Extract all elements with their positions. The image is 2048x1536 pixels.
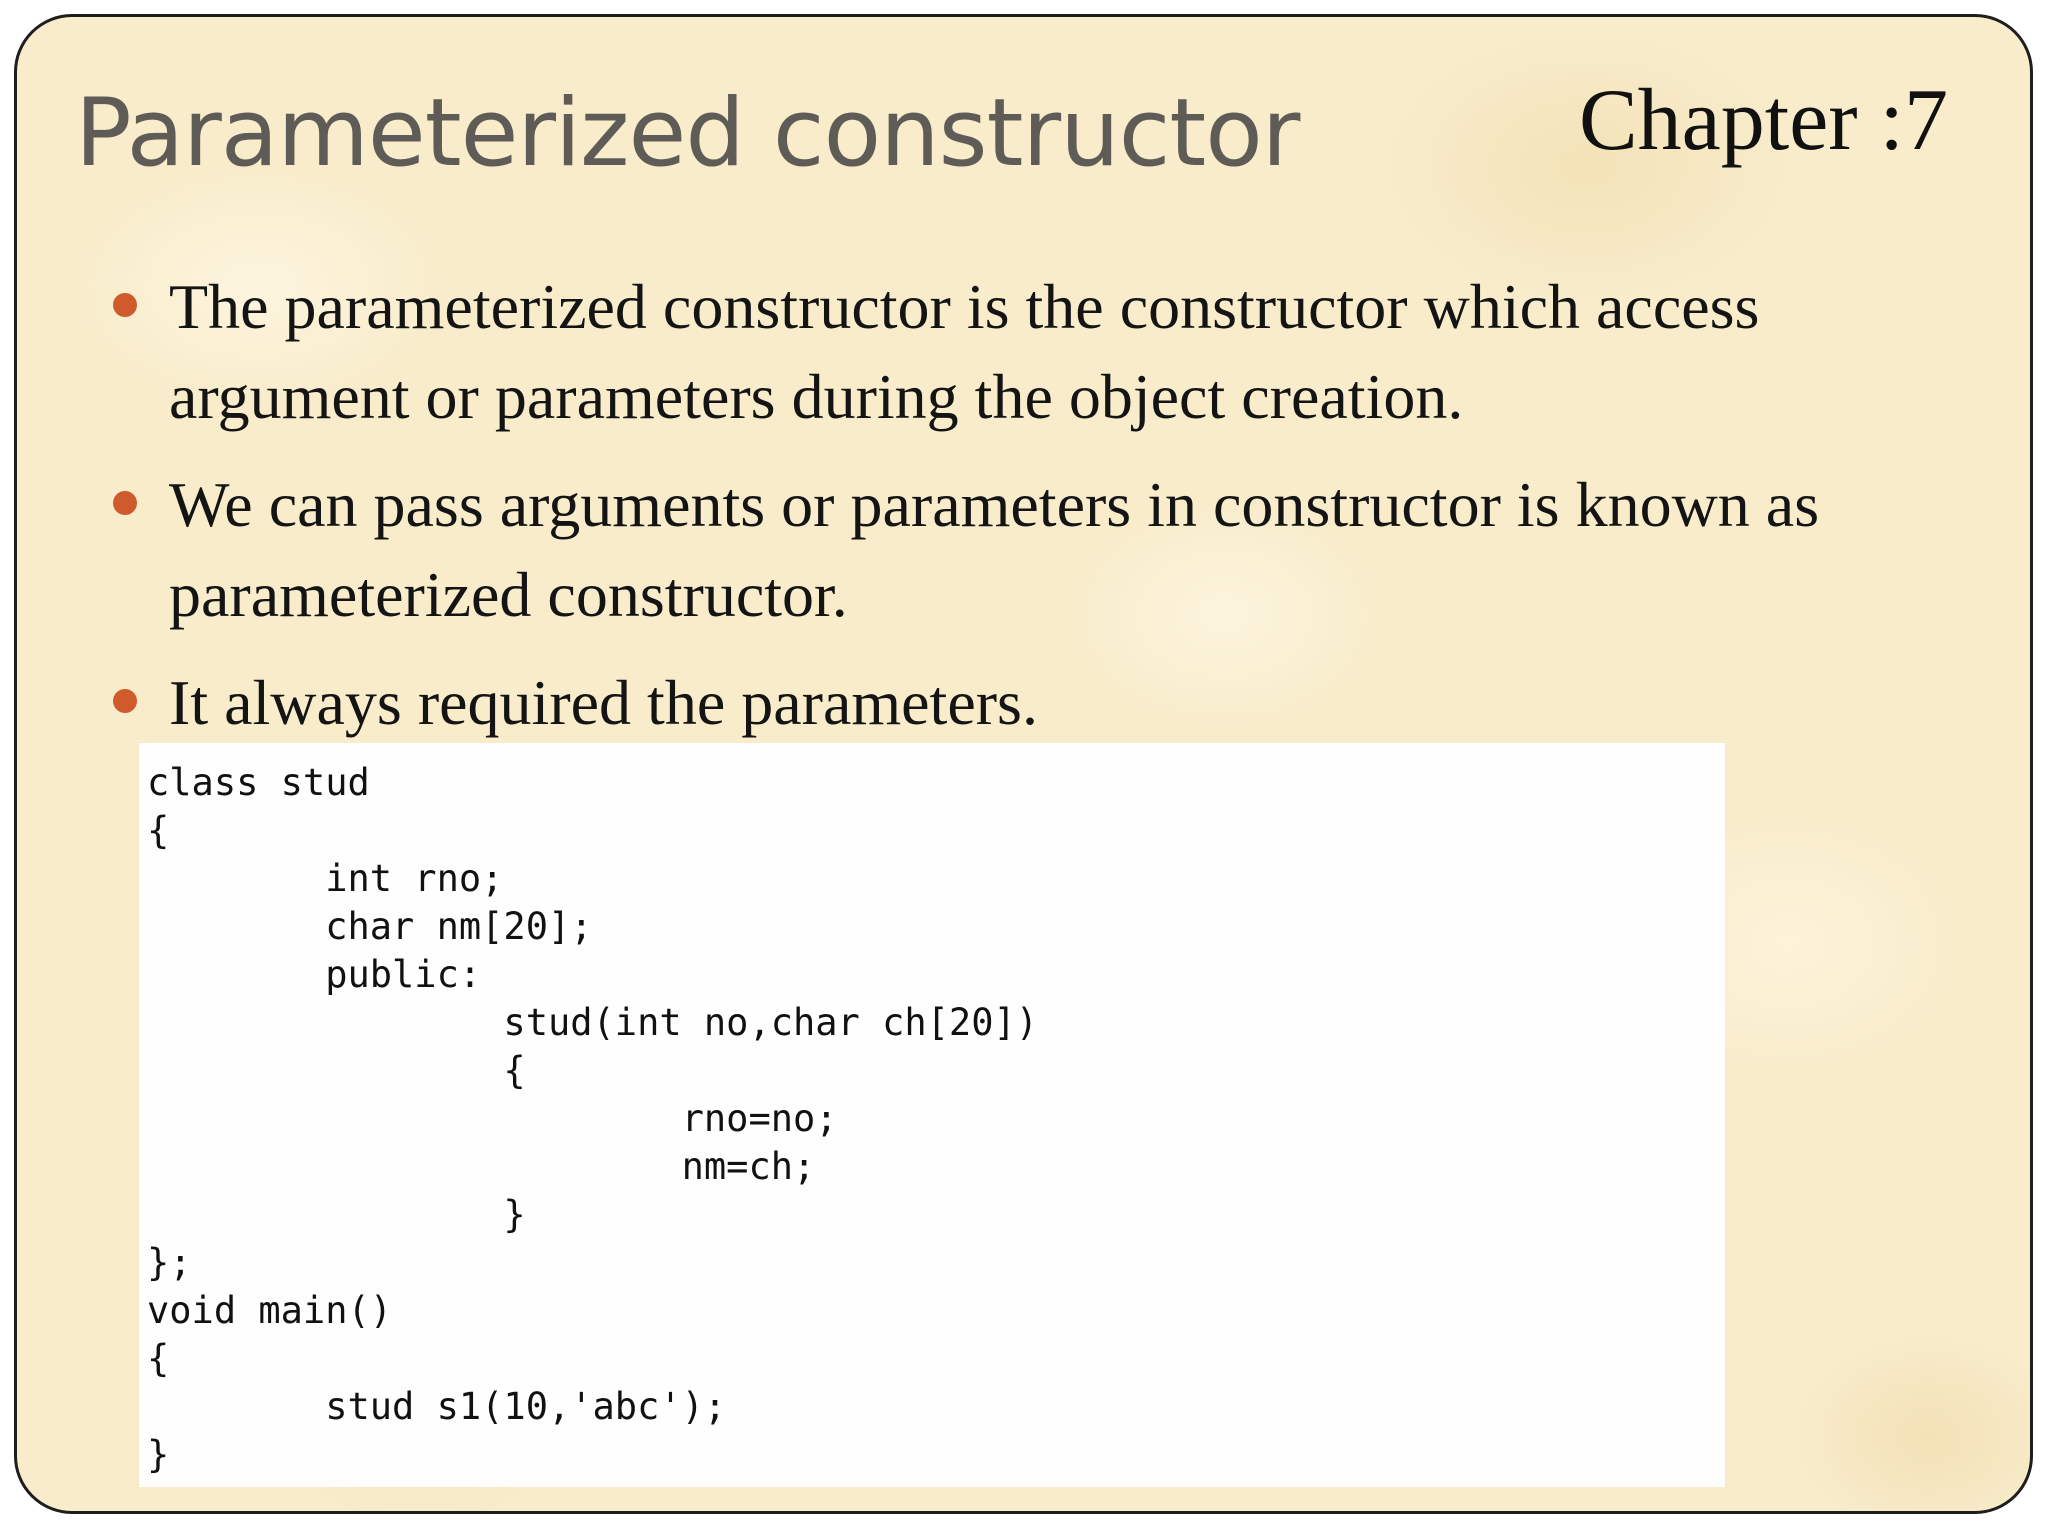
bullet-dot-icon (113, 293, 137, 317)
bullet-item (113, 658, 1933, 748)
code-line: stud(int no,char ch[20]) (147, 1001, 1039, 1044)
bullet-item (113, 262, 1933, 442)
bullet-dot-icon (113, 689, 137, 713)
code-line: rno=no; (147, 1097, 838, 1140)
code-line: { (147, 1049, 526, 1092)
code-line: public: (147, 953, 482, 996)
code-line: }; (147, 1241, 192, 1284)
code-line: { (147, 1337, 170, 1380)
bullet-text: The parameterized constructor is the constructor which access argument or parameters during the object creation. (169, 271, 1760, 432)
code-line: void main() (147, 1289, 393, 1332)
bullet-list (113, 262, 1933, 766)
bullet-text: We can pass arguments or parameters in constructor is known as parameterized constructor. (169, 469, 1820, 630)
bullet-item (113, 460, 1933, 640)
code-block (139, 743, 1725, 1487)
code-line: class stud (147, 761, 370, 804)
slide (14, 14, 2033, 1514)
slide-title: Parameterized constructor (75, 79, 1300, 188)
code-line: { (147, 809, 170, 852)
code-line: nm=ch; (147, 1145, 816, 1188)
code-line: } (147, 1193, 526, 1236)
code-line: } (147, 1433, 170, 1476)
code-line: int rno; (147, 857, 504, 900)
chapter-label: Chapter :7 (1578, 72, 1948, 169)
code-line: char nm[20]; (147, 905, 593, 948)
code-line: stud s1(10,'abc'); (147, 1385, 727, 1428)
bullet-text: It always required the parameters. (169, 667, 1038, 738)
bullet-dot-icon (113, 491, 137, 515)
